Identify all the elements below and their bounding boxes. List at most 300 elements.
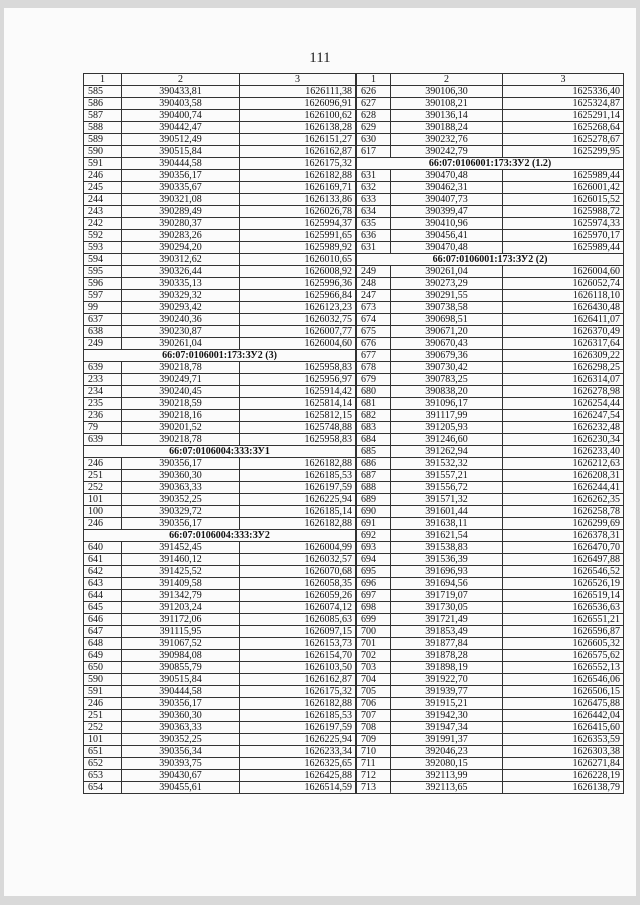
table-row — [357, 578, 624, 590]
x-coordinate-cell: 391730,05 — [391, 602, 503, 614]
table-row — [84, 206, 356, 218]
y-coordinate-cell: 1626254,44 — [503, 398, 624, 410]
y-coordinate-cell: 1626552,13 — [503, 662, 624, 674]
point-number-cell: 645 — [84, 602, 122, 614]
x-coordinate-cell: 390242,79 — [391, 146, 503, 158]
table-row — [84, 386, 356, 398]
x-coordinate-cell: 390360,30 — [122, 470, 240, 482]
y-coordinate-cell: 1626546,52 — [503, 566, 624, 578]
point-number-cell: 641 — [84, 554, 122, 566]
x-coordinate-cell: 390515,84 — [122, 146, 240, 158]
y-coordinate-cell: 1625989,44 — [503, 242, 624, 254]
y-coordinate-cell: 1626058,35 — [240, 578, 356, 590]
table-row — [84, 722, 356, 734]
table-row — [357, 218, 624, 230]
table-row — [357, 638, 624, 650]
x-coordinate-cell: 391721,49 — [391, 614, 503, 626]
y-coordinate-cell: 1626175,32 — [240, 686, 356, 698]
x-coordinate-cell: 390671,20 — [391, 326, 503, 338]
x-coordinate-cell: 390232,76 — [391, 134, 503, 146]
point-number-cell: 245 — [84, 182, 122, 194]
table-body-left — [84, 86, 356, 794]
point-number-cell: 707 — [357, 710, 391, 722]
y-coordinate-cell: 1625994,37 — [240, 218, 356, 230]
table-row — [357, 302, 624, 314]
table-row — [84, 182, 356, 194]
table-row — [84, 506, 356, 518]
x-coordinate-cell: 390403,58 — [122, 98, 240, 110]
table-row — [84, 614, 356, 626]
x-coordinate-cell: 392113,99 — [391, 770, 503, 782]
table-row — [84, 314, 356, 326]
table-row — [357, 650, 624, 662]
table-row — [357, 722, 624, 734]
y-coordinate-cell: 1626138,79 — [503, 782, 624, 794]
point-number-cell: 590 — [84, 674, 122, 686]
x-coordinate-cell: 391898,19 — [391, 662, 503, 674]
table-row — [84, 266, 356, 278]
table-row — [84, 326, 356, 338]
point-number-cell: 617 — [357, 146, 391, 158]
point-number-cell: 640 — [84, 542, 122, 554]
point-number-cell: 679 — [357, 374, 391, 386]
y-coordinate-cell: 1626169,71 — [240, 182, 356, 194]
table-row — [357, 290, 624, 302]
x-coordinate-cell: 391621,54 — [391, 530, 503, 542]
point-number-cell: 699 — [357, 614, 391, 626]
point-number-cell: 242 — [84, 218, 122, 230]
table-row — [84, 566, 356, 578]
x-coordinate-cell: 390321,08 — [122, 194, 240, 206]
y-coordinate-cell: 1625996,36 — [240, 278, 356, 290]
y-coordinate-cell: 1626032,75 — [240, 314, 356, 326]
point-number-cell: 713 — [357, 782, 391, 794]
table-row — [84, 482, 356, 494]
y-coordinate-cell: 1626233,34 — [240, 746, 356, 758]
x-coordinate-cell: 391067,52 — [122, 638, 240, 650]
point-number-cell: 595 — [84, 266, 122, 278]
header-cell-point: 1 — [357, 74, 391, 86]
y-coordinate-cell: 1626185,14 — [240, 506, 356, 518]
point-number-cell: 653 — [84, 770, 122, 782]
y-coordinate-cell: 1626314,07 — [503, 374, 624, 386]
point-number-cell: 235 — [84, 398, 122, 410]
point-number-cell: 712 — [357, 770, 391, 782]
y-coordinate-cell: 1626052,74 — [503, 278, 624, 290]
point-number-cell: 644 — [84, 590, 122, 602]
x-coordinate-cell: 390512,49 — [122, 134, 240, 146]
point-number-cell: 593 — [84, 242, 122, 254]
y-coordinate-cell: 1626228,19 — [503, 770, 624, 782]
y-coordinate-cell: 1626123,23 — [240, 302, 356, 314]
y-coordinate-cell: 1625958,83 — [240, 362, 356, 374]
point-number-cell: 233 — [84, 374, 122, 386]
point-number-cell: 690 — [357, 506, 391, 518]
y-coordinate-cell: 1626182,88 — [240, 698, 356, 710]
y-coordinate-cell: 1626032,57 — [240, 554, 356, 566]
section-header-row — [357, 254, 624, 266]
point-number-cell: 651 — [84, 746, 122, 758]
table-row — [357, 554, 624, 566]
table-row — [84, 338, 356, 350]
y-coordinate-cell: 1626526,19 — [503, 578, 624, 590]
table-row — [357, 662, 624, 674]
point-number-cell: 592 — [84, 230, 122, 242]
table-row — [84, 278, 356, 290]
x-coordinate-cell: 391922,70 — [391, 674, 503, 686]
header-cell-point: 1 — [84, 74, 122, 86]
point-number-cell: 638 — [84, 326, 122, 338]
y-coordinate-cell: 1626605,32 — [503, 638, 624, 650]
y-coordinate-cell: 1626546,06 — [503, 674, 624, 686]
y-coordinate-cell: 1625989,92 — [240, 242, 356, 254]
point-number-cell: 246 — [84, 170, 122, 182]
y-coordinate-cell: 1626133,86 — [240, 194, 356, 206]
table-row — [84, 470, 356, 482]
y-coordinate-cell: 1626278,98 — [503, 386, 624, 398]
x-coordinate-cell: 391947,34 — [391, 722, 503, 734]
table-row — [84, 770, 356, 782]
y-coordinate-cell: 1625812,15 — [240, 410, 356, 422]
table-row — [84, 698, 356, 710]
x-coordinate-cell: 391991,37 — [391, 734, 503, 746]
y-coordinate-cell: 1626497,88 — [503, 554, 624, 566]
x-coordinate-cell: 390838,20 — [391, 386, 503, 398]
y-coordinate-cell: 1626026,78 — [240, 206, 356, 218]
table-row — [84, 734, 356, 746]
x-coordinate-cell: 391203,24 — [122, 602, 240, 614]
x-coordinate-cell: 390855,79 — [122, 662, 240, 674]
point-number-cell: 706 — [357, 698, 391, 710]
x-coordinate-cell: 390280,37 — [122, 218, 240, 230]
table-row — [84, 686, 356, 698]
table-row — [357, 98, 624, 110]
point-number-cell: 594 — [84, 254, 122, 266]
y-coordinate-cell: 1625958,83 — [240, 434, 356, 446]
x-coordinate-cell: 391172,06 — [122, 614, 240, 626]
point-number-cell: 704 — [357, 674, 391, 686]
table-row — [357, 446, 624, 458]
point-number-cell: 647 — [84, 626, 122, 638]
table-row — [84, 158, 356, 170]
table-row — [84, 146, 356, 158]
point-number-cell: 248 — [357, 278, 391, 290]
header-cell-x: 2 — [391, 74, 503, 86]
header-row — [84, 74, 356, 86]
y-coordinate-cell: 1626138,28 — [240, 122, 356, 134]
table-row — [357, 506, 624, 518]
table-row — [357, 470, 624, 482]
y-coordinate-cell: 1626430,48 — [503, 302, 624, 314]
y-coordinate-cell: 1626325,65 — [240, 758, 356, 770]
table-row — [357, 614, 624, 626]
y-coordinate-cell: 1625278,67 — [503, 134, 624, 146]
x-coordinate-cell: 391262,94 — [391, 446, 503, 458]
y-coordinate-cell: 1626004,60 — [240, 338, 356, 350]
x-coordinate-cell: 390456,41 — [391, 230, 503, 242]
point-number-cell: 695 — [357, 566, 391, 578]
y-coordinate-cell: 1626298,25 — [503, 362, 624, 374]
table-row — [357, 494, 624, 506]
x-coordinate-cell: 390283,26 — [122, 230, 240, 242]
table-row — [357, 206, 624, 218]
y-coordinate-cell: 1626230,34 — [503, 434, 624, 446]
table-row — [357, 542, 624, 554]
x-coordinate-cell: 391460,12 — [122, 554, 240, 566]
y-coordinate-cell: 1625991,65 — [240, 230, 356, 242]
x-coordinate-cell: 391557,21 — [391, 470, 503, 482]
y-coordinate-cell: 1626596,87 — [503, 626, 624, 638]
x-coordinate-cell: 390515,84 — [122, 674, 240, 686]
x-coordinate-cell: 391117,99 — [391, 410, 503, 422]
table-row — [357, 386, 624, 398]
table-row — [357, 338, 624, 350]
table-row — [84, 542, 356, 554]
x-coordinate-cell: 390201,52 — [122, 422, 240, 434]
table-row — [84, 746, 356, 758]
x-coordinate-cell: 390312,62 — [122, 254, 240, 266]
section-title: 66:07:0106001:173:ЗУ2 (1.2) — [357, 158, 624, 170]
x-coordinate-cell: 390335,67 — [122, 182, 240, 194]
table-row — [357, 278, 624, 290]
y-coordinate-cell: 1626303,38 — [503, 746, 624, 758]
x-coordinate-cell: 390442,47 — [122, 122, 240, 134]
table-row — [84, 170, 356, 182]
x-coordinate-cell: 390433,81 — [122, 86, 240, 98]
table-row — [357, 410, 624, 422]
point-number-cell: 703 — [357, 662, 391, 674]
x-coordinate-cell: 390783,25 — [391, 374, 503, 386]
x-coordinate-cell: 390410,96 — [391, 218, 503, 230]
x-coordinate-cell: 391536,39 — [391, 554, 503, 566]
page-number: 111 — [309, 50, 331, 66]
section-title: 66:07:0106001:173:ЗУ2 (3) — [84, 350, 356, 362]
point-number-cell: 676 — [357, 338, 391, 350]
x-coordinate-cell: 390430,67 — [122, 770, 240, 782]
section-title: 66:07:0106004:333:ЗУ2 — [84, 530, 356, 542]
x-coordinate-cell: 391409,58 — [122, 578, 240, 590]
point-number-cell: 635 — [357, 218, 391, 230]
y-coordinate-cell: 1625914,42 — [240, 386, 356, 398]
x-coordinate-cell: 390240,45 — [122, 386, 240, 398]
x-coordinate-cell: 390738,58 — [391, 302, 503, 314]
y-coordinate-cell: 1626411,07 — [503, 314, 624, 326]
table-row — [84, 362, 356, 374]
x-coordinate-cell: 390261,04 — [122, 338, 240, 350]
x-coordinate-cell: 390356,17 — [122, 170, 240, 182]
point-number-cell: 597 — [84, 290, 122, 302]
x-coordinate-cell: 390356,17 — [122, 518, 240, 530]
point-number-cell: 678 — [357, 362, 391, 374]
point-number-cell: 246 — [84, 458, 122, 470]
point-number-cell: 702 — [357, 650, 391, 662]
x-coordinate-cell: 390363,33 — [122, 482, 240, 494]
point-number-cell: 649 — [84, 650, 122, 662]
table-row — [84, 710, 356, 722]
point-number-cell: 708 — [357, 722, 391, 734]
point-number-cell: 648 — [84, 638, 122, 650]
section-header-row — [84, 530, 356, 542]
y-coordinate-cell: 1626004,99 — [240, 542, 356, 554]
x-coordinate-cell: 390444,58 — [122, 158, 240, 170]
point-number-cell: 252 — [84, 722, 122, 734]
point-number-cell: 688 — [357, 482, 391, 494]
x-coordinate-cell: 391571,32 — [391, 494, 503, 506]
x-coordinate-cell: 390470,48 — [391, 170, 503, 182]
table-row — [84, 458, 356, 470]
point-number-cell: 682 — [357, 410, 391, 422]
x-coordinate-cell: 390356,17 — [122, 698, 240, 710]
y-coordinate-cell: 1626010,65 — [240, 254, 356, 266]
y-coordinate-cell: 1626212,63 — [503, 458, 624, 470]
y-coordinate-cell: 1626514,59 — [240, 782, 356, 794]
x-coordinate-cell: 391939,77 — [391, 686, 503, 698]
point-number-cell: 251 — [84, 710, 122, 722]
table-row — [357, 758, 624, 770]
table-row — [357, 782, 624, 794]
table-row — [84, 122, 356, 134]
point-number-cell: 634 — [357, 206, 391, 218]
point-number-cell: 247 — [357, 290, 391, 302]
table-row — [357, 602, 624, 614]
x-coordinate-cell: 390356,34 — [122, 746, 240, 758]
table-row — [357, 170, 624, 182]
x-coordinate-cell: 391096,17 — [391, 398, 503, 410]
y-coordinate-cell: 1626244,41 — [503, 482, 624, 494]
x-coordinate-cell: 390326,44 — [122, 266, 240, 278]
x-coordinate-cell: 390240,36 — [122, 314, 240, 326]
x-coordinate-cell: 392046,23 — [391, 746, 503, 758]
table-row — [84, 578, 356, 590]
table-row — [84, 110, 356, 122]
table-body-right — [357, 86, 624, 794]
table-row — [84, 674, 356, 686]
table-row — [357, 422, 624, 434]
table-row — [357, 122, 624, 134]
x-coordinate-cell: 390363,33 — [122, 722, 240, 734]
y-coordinate-cell: 1625974,33 — [503, 218, 624, 230]
point-number-cell: 696 — [357, 578, 391, 590]
x-coordinate-cell: 392080,15 — [391, 758, 503, 770]
point-number-cell: 643 — [84, 578, 122, 590]
y-coordinate-cell: 1626442,04 — [503, 710, 624, 722]
point-number-cell: 636 — [357, 230, 391, 242]
y-coordinate-cell: 1626182,88 — [240, 518, 356, 530]
point-number-cell: 692 — [357, 530, 391, 542]
x-coordinate-cell: 390261,04 — [391, 266, 503, 278]
x-coordinate-cell: 391696,93 — [391, 566, 503, 578]
table-row — [357, 86, 624, 98]
y-coordinate-cell: 1626225,94 — [240, 734, 356, 746]
document-page — [4, 8, 636, 896]
y-coordinate-cell: 1626353,59 — [503, 734, 624, 746]
y-coordinate-cell: 1626247,54 — [503, 410, 624, 422]
point-number-cell: 631 — [357, 170, 391, 182]
x-coordinate-cell: 391532,32 — [391, 458, 503, 470]
y-coordinate-cell: 1625988,72 — [503, 206, 624, 218]
point-number-cell: 626 — [357, 86, 391, 98]
table-row — [357, 710, 624, 722]
point-number-cell: 251 — [84, 470, 122, 482]
table-row — [84, 518, 356, 530]
x-coordinate-cell: 391638,11 — [391, 518, 503, 530]
table-row — [357, 698, 624, 710]
point-number-cell: 693 — [357, 542, 391, 554]
table-row — [357, 326, 624, 338]
point-number-cell: 650 — [84, 662, 122, 674]
x-coordinate-cell: 390679,36 — [391, 350, 503, 362]
point-number-cell: 675 — [357, 326, 391, 338]
y-coordinate-cell: 1625336,40 — [503, 86, 624, 98]
point-number-cell: 79 — [84, 422, 122, 434]
x-coordinate-cell: 390218,59 — [122, 398, 240, 410]
y-coordinate-cell: 1626154,70 — [240, 650, 356, 662]
point-number-cell: 590 — [84, 146, 122, 158]
x-coordinate-cell: 390293,42 — [122, 302, 240, 314]
point-number-cell: 709 — [357, 734, 391, 746]
y-coordinate-cell: 1626175,32 — [240, 158, 356, 170]
table-row — [84, 650, 356, 662]
table-row — [357, 770, 624, 782]
point-number-cell: 681 — [357, 398, 391, 410]
x-coordinate-cell: 390455,61 — [122, 782, 240, 794]
x-coordinate-cell: 390218,78 — [122, 434, 240, 446]
table-row — [357, 314, 624, 326]
point-number-cell: 586 — [84, 98, 122, 110]
table-row — [357, 242, 624, 254]
x-coordinate-cell: 391246,60 — [391, 434, 503, 446]
y-coordinate-cell: 1626225,94 — [240, 494, 356, 506]
table-row — [84, 422, 356, 434]
point-number-cell: 585 — [84, 86, 122, 98]
table-row — [357, 194, 624, 206]
point-number-cell: 630 — [357, 134, 391, 146]
y-coordinate-cell: 1626059,26 — [240, 590, 356, 602]
y-coordinate-cell: 1626271,84 — [503, 758, 624, 770]
point-number-cell: 654 — [84, 782, 122, 794]
y-coordinate-cell: 1625966,84 — [240, 290, 356, 302]
x-coordinate-cell: 390218,78 — [122, 362, 240, 374]
point-number-cell: 700 — [357, 626, 391, 638]
y-coordinate-cell: 1626208,31 — [503, 470, 624, 482]
section-header-row — [84, 350, 356, 362]
x-coordinate-cell: 390352,25 — [122, 494, 240, 506]
point-number-cell: 627 — [357, 98, 391, 110]
point-number-cell: 646 — [84, 614, 122, 626]
point-number-cell: 591 — [84, 686, 122, 698]
table-row — [357, 590, 624, 602]
table-row — [357, 734, 624, 746]
table-row — [84, 554, 356, 566]
table-row — [357, 566, 624, 578]
x-coordinate-cell: 391878,28 — [391, 650, 503, 662]
y-coordinate-cell: 1626074,12 — [240, 602, 356, 614]
point-number-cell: 628 — [357, 110, 391, 122]
y-coordinate-cell: 1625814,14 — [240, 398, 356, 410]
point-number-cell: 588 — [84, 122, 122, 134]
y-coordinate-cell: 1626197,59 — [240, 722, 356, 734]
x-coordinate-cell: 391915,21 — [391, 698, 503, 710]
x-coordinate-cell: 391719,07 — [391, 590, 503, 602]
point-number-cell: 246 — [84, 518, 122, 530]
x-coordinate-cell: 391694,56 — [391, 578, 503, 590]
y-coordinate-cell: 1625299,95 — [503, 146, 624, 158]
x-coordinate-cell: 390356,17 — [122, 458, 240, 470]
table-row — [84, 86, 356, 98]
x-coordinate-cell: 390136,14 — [391, 110, 503, 122]
table-row — [84, 242, 356, 254]
y-coordinate-cell: 1626519,14 — [503, 590, 624, 602]
